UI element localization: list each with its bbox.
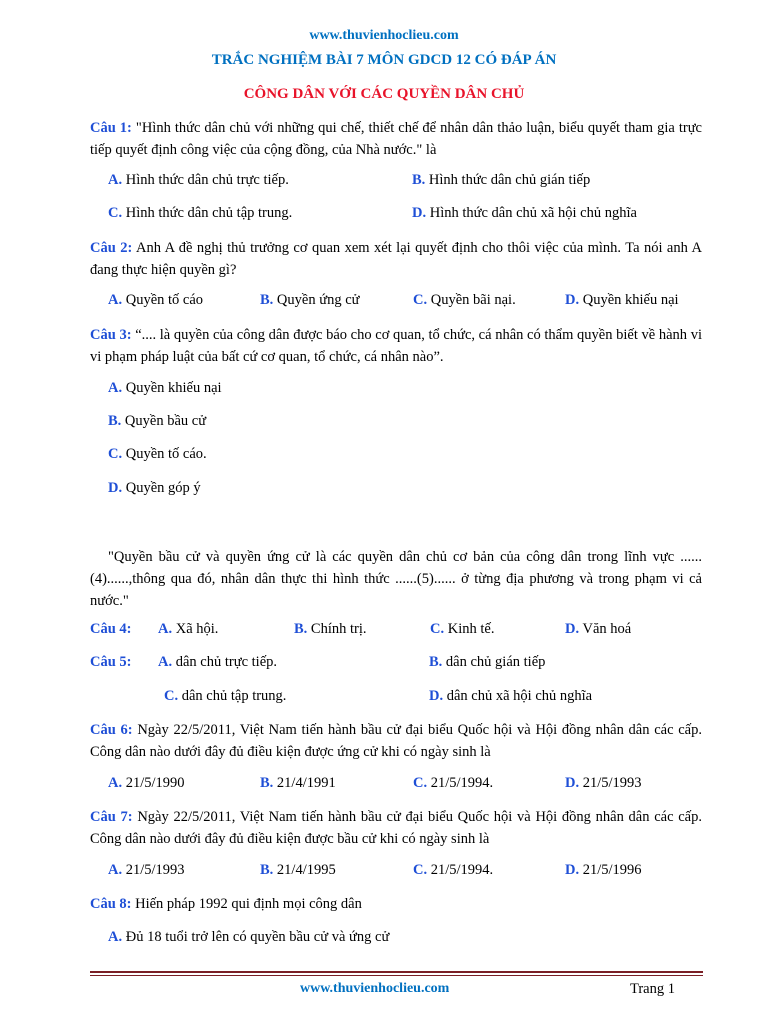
q5-option-c: C. dân chủ tập trung. — [164, 688, 287, 704]
question-7-label: Câu 7: — [90, 809, 133, 825]
footer-site-link[interactable]: www.thuvienhoclieu.com — [300, 981, 450, 996]
footer-divider-thin — [90, 975, 703, 976]
q1-option-d: D. Hình thức dân chủ xã hội chủ nghĩa — [412, 205, 637, 221]
question-6 — [90, 719, 702, 763]
q4-option-a: A. Xã hội. — [158, 621, 219, 637]
question-8-label: Câu 8: — [90, 896, 132, 912]
question-1-label: Câu 1: — [90, 120, 132, 136]
question-6-text: Ngày 22/5/2011, Việt Nam tiến hành bầu cử đại biểu Quốc hội và Hội đồng nhân dân các cấp. Công dân nào dưới đây đủ điều kiện được ứng cử khi có ngày sinh là — [90, 722, 702, 760]
page-number: Trang 1 — [630, 981, 675, 997]
q8-option-a: A. Đủ 18 tuổi trở lên có quyền bầu cử và ứng cử — [108, 929, 390, 945]
q3-option-b: B. Quyền bầu cử — [108, 413, 207, 429]
passage: "Quyền bầu cử và quyền ứng cử là các quyền dân chủ cơ bản của công dân trong lĩnh vực ...... (4)......,thông qua đó, nhân dân thực thi hình thức ......(5)...... ở từng địa phương và trong phạm vi cả nước." — [90, 549, 702, 609]
question-3-text: “.... là quyền của công dân được báo cho cơ quan, tổ chức, cá nhân có thẩm quyền biết về hành vi vi phạm pháp luật của bất cứ cơ quan, tổ chức, cá nhân nào”. — [90, 327, 702, 365]
q4-option-d: D. Văn hoá — [565, 621, 632, 637]
q7-option-b: B. 21/4/1995 — [260, 862, 336, 878]
q3-option-c: C. Quyền tố cáo. — [108, 446, 207, 462]
question-1 — [90, 117, 702, 161]
q5-option-b: B. dân chủ gián tiếp — [429, 654, 546, 670]
footer-divider — [90, 971, 703, 973]
q2-option-b: B. Quyền ứng cử — [260, 292, 360, 308]
question-7-text: Ngày 22/5/2011, Việt Nam tiến hành bầu cử đại biểu Quốc hội và Hội đồng nhân dân các cấp. Công dân nào dưới đây đủ điều kiện được bầu cử khi có ngày sinh là — [90, 809, 702, 847]
question-2 — [90, 237, 702, 281]
q2-option-a: A. Quyền tố cáo — [108, 292, 204, 308]
question-3-label: Câu 3: — [90, 327, 132, 343]
q4-option-b: B. Chính trị. — [294, 621, 367, 637]
q6-option-c: C. 21/5/1994. — [413, 775, 494, 791]
question-2-label: Câu 2: — [90, 240, 133, 256]
q4-option-c: C. Kinh tế. — [430, 621, 495, 637]
question-1-text: "Hình thức dân chủ với những qui chế, thiết chế để nhân dân thảo luận, biểu quyết tham gia trực tiếp quyết định công việc của cộng đồng, của Nhà nước." là — [90, 120, 702, 158]
question-6-label: Câu 6: — [90, 722, 133, 738]
question-7 — [90, 806, 702, 850]
q5-option-a: A. dân chủ trực tiếp. — [158, 654, 278, 670]
question-2-text: Anh A đề nghị thủ trưởng cơ quan xem xét lại quyết định cho thôi việc của mình. Ta nói anh A đang thực hiện quyền gì? — [90, 240, 702, 278]
q3-option-d: D. Quyền góp ý — [108, 480, 201, 496]
document-subtitle: CÔNG DÂN VỚI CÁC QUYỀN DÂN CHỦ — [243, 86, 525, 102]
header-site-link[interactable]: www.thuvienhoclieu.com — [309, 28, 459, 43]
q1-option-c: C. Hình thức dân chủ tập trung. — [108, 205, 293, 221]
q7-option-a: A. 21/5/1993 — [108, 862, 185, 878]
q7-option-d: D. 21/5/1996 — [565, 862, 642, 878]
question-8 — [90, 896, 362, 913]
q7-option-c: C. 21/5/1994. — [413, 862, 494, 878]
question-5-label: Câu 5: — [90, 654, 132, 670]
q2-option-c: C. Quyền bãi nại. — [413, 292, 516, 308]
q1-option-b: B. Hình thức dân chủ gián tiếp — [412, 172, 591, 188]
q5-option-d: D. dân chủ xã hội chủ nghĩa — [429, 688, 593, 704]
q2-option-d: D. Quyền khiếu nại — [565, 292, 679, 308]
question-8-text: Hiến pháp 1992 qui định mọi công dân — [131, 896, 362, 912]
q3-option-a: A. Quyền khiếu nại — [108, 380, 222, 396]
question-4-label: Câu 4: — [90, 621, 132, 637]
q1-option-a: A. Hình thức dân chủ trực tiếp. — [108, 172, 289, 188]
document-title: TRẮC NGHIỆM BÀI 7 MÔN GDCD 12 CÓ ĐÁP ÁN — [211, 52, 557, 68]
q6-option-b: B. 21/4/1991 — [260, 775, 336, 791]
q6-option-a: A. 21/5/1990 — [108, 775, 185, 791]
q6-option-d: D. 21/5/1993 — [565, 775, 642, 791]
question-3 — [90, 324, 702, 368]
